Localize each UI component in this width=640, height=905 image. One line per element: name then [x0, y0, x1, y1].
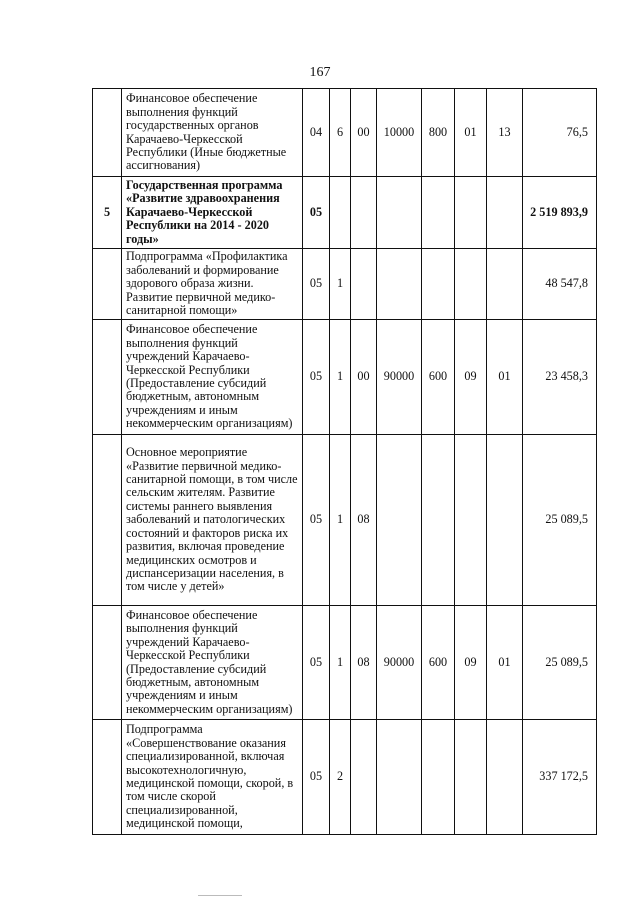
code-direction	[377, 177, 422, 249]
table-row	[93, 320, 597, 435]
code-subdivision: 01	[487, 320, 523, 435]
code-division: 09	[455, 320, 487, 435]
code-direction: 10000	[377, 89, 422, 177]
code-section: 05	[303, 320, 330, 435]
code-subprogram	[330, 177, 351, 249]
code-event: 00	[351, 89, 377, 177]
code-division	[455, 720, 487, 835]
table-row	[93, 177, 597, 249]
code-subprogram: 2	[330, 720, 351, 835]
table-row	[93, 435, 597, 606]
page-number: 167	[309, 65, 331, 80]
budget-table	[92, 88, 597, 835]
code-subprogram: 1	[330, 320, 351, 435]
code-division	[455, 435, 487, 606]
code-section: 04	[303, 89, 330, 177]
code-division: 09	[455, 606, 487, 720]
code-expense-type: 600	[422, 320, 455, 435]
row-number	[93, 435, 122, 606]
code-subdivision	[487, 435, 523, 606]
row-amount: 337 172,5	[523, 720, 597, 835]
code-division: 01	[455, 89, 487, 177]
code-direction: 90000	[377, 320, 422, 435]
code-section: 05	[303, 720, 330, 835]
code-event	[351, 720, 377, 835]
code-subprogram: 1	[330, 249, 351, 320]
row-amount: 23 458,3	[523, 320, 597, 435]
row-number	[93, 320, 122, 435]
row-amount: 25 089,5	[523, 435, 597, 606]
code-subdivision: 01	[487, 606, 523, 720]
row-number	[93, 720, 122, 835]
code-section: 05	[303, 606, 330, 720]
code-event	[351, 249, 377, 320]
code-section: 05	[303, 249, 330, 320]
code-subdivision	[487, 249, 523, 320]
code-event: 08	[351, 435, 377, 606]
code-subdivision: 13	[487, 89, 523, 177]
row-description: Подпрограмма «Профилактика заболеваний и формирование здорового образа жизни. Развитие первичной медико-санитарной помощи»	[122, 249, 303, 320]
code-direction	[377, 720, 422, 835]
code-subprogram: 1	[330, 435, 351, 606]
code-direction: 90000	[377, 606, 422, 720]
row-amount: 48 547,8	[523, 249, 597, 320]
code-expense-type	[422, 720, 455, 835]
code-expense-type: 800	[422, 89, 455, 177]
row-description: Финансовое обеспечение выполнения функций учреждений Карачаево-Черкесской Республики (Предоставление субсидий бюджетным, автономным учреждениям и иным некоммерческим организациям)	[122, 606, 303, 720]
scan-mark	[198, 895, 242, 896]
code-expense-type	[422, 249, 455, 320]
row-description: Государственная программа «Развитие здравоохранения Карачаево-Черкесской Республики на 2014 - 2020 годы»	[122, 177, 303, 249]
code-direction	[377, 249, 422, 320]
code-expense-type	[422, 435, 455, 606]
table-row	[93, 720, 597, 835]
table-row	[93, 249, 597, 320]
code-section: 05	[303, 435, 330, 606]
code-event	[351, 177, 377, 249]
code-expense-type	[422, 177, 455, 249]
row-description: Основное мероприятие «Развитие первичной медико-санитарной помощи, в том числе сельским жителям. Развитие системы раннего выявления заболеваний и патологических состояний и факторов риска их развития, включая проведение медицинских осмотров и диспансеризации населения, в том числе у детей»	[122, 435, 303, 606]
code-division	[455, 249, 487, 320]
row-description: Подпрограмма «Совершенствование оказания специализированной, включая высокотехнологичную, медицинской помощи, скорой, в том числе скорой специализированной, медицинской помощи,	[122, 720, 303, 835]
code-subprogram: 1	[330, 606, 351, 720]
table-row	[93, 606, 597, 720]
row-amount: 2 519 893,9	[523, 177, 597, 249]
row-number	[93, 249, 122, 320]
code-subprogram: 6	[330, 89, 351, 177]
table-row	[93, 89, 597, 177]
code-event: 08	[351, 606, 377, 720]
row-amount: 25 089,5	[523, 606, 597, 720]
code-subdivision	[487, 177, 523, 249]
code-direction	[377, 435, 422, 606]
row-number	[93, 89, 122, 177]
code-section: 05	[303, 177, 330, 249]
code-subdivision	[487, 720, 523, 835]
row-number	[93, 606, 122, 720]
row-amount: 76,5	[523, 89, 597, 177]
code-division	[455, 177, 487, 249]
row-number: 5	[93, 177, 122, 249]
row-description: Финансовое обеспечение выполнения функций учреждений Карачаево-Черкесской Республики (Предоставление субсидий бюджетным, автономным учреждениям и иным некоммерческим организациям)	[122, 320, 303, 435]
code-event: 00	[351, 320, 377, 435]
row-description: Финансовое обеспечение выполнения функций государственных органов Карачаево-Черкесской Республики (Иные бюджетные ассигнования)	[122, 89, 303, 177]
code-expense-type: 600	[422, 606, 455, 720]
